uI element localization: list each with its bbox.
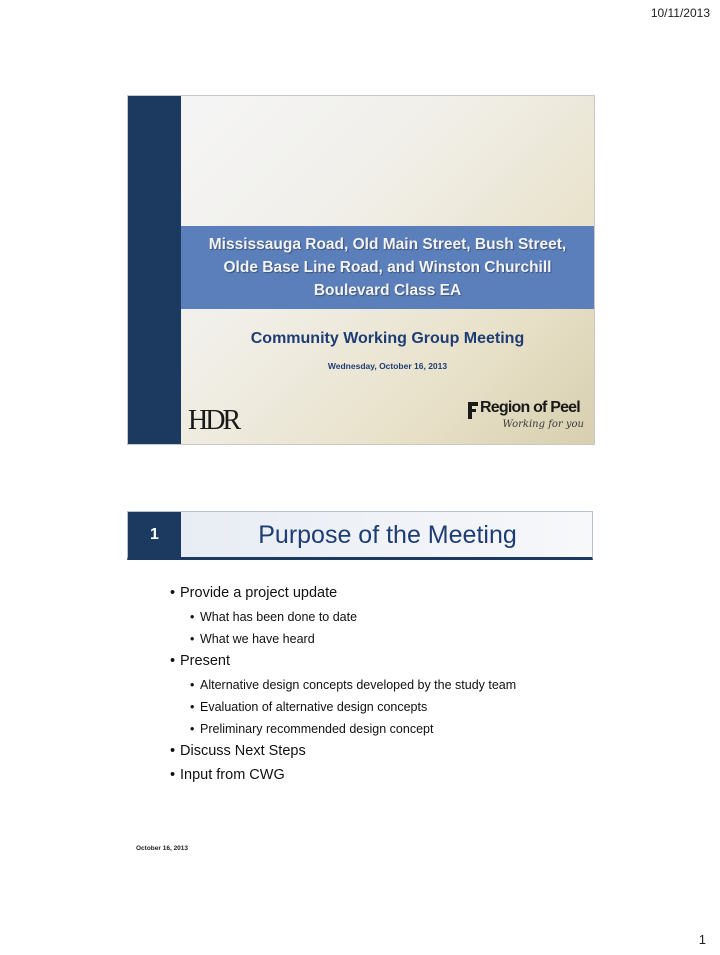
bullet-item: • Provide a project update: [170, 582, 600, 604]
sub-bullet-item: • Preliminary recommended design concept: [170, 718, 600, 740]
print-date: 10/11/2013: [650, 6, 710, 20]
region-of-peel-logo: [468, 399, 588, 435]
sub-bullet-item: • What has been done to date: [170, 606, 600, 628]
bullet-item: • Discuss Next Steps: [170, 740, 600, 762]
bullet-list: [170, 582, 600, 788]
hdr-logo: HDR: [188, 405, 239, 436]
sub-bullet-item: • Alternative design concepts developed by the study team: [170, 674, 600, 696]
slide-header: [127, 511, 593, 560]
peel-mark-icon: [468, 402, 478, 419]
peel-logo-tagline: Working for you: [502, 419, 584, 430]
bullet-item: • Present: [170, 650, 600, 672]
page-number: 1: [698, 932, 706, 947]
meeting-date: Wednesday, October 16, 2013: [327, 361, 448, 371]
title-slide: [127, 95, 595, 445]
sub-bullet-item: • Evaluation of alternative design concepts: [170, 696, 600, 718]
slide-title: Purpose of the Meeting: [258, 520, 517, 549]
title-band: [181, 226, 594, 309]
slide-number: 1: [128, 512, 181, 558]
bullet-item: • Input from CWG: [170, 764, 600, 786]
meeting-title: Community Working Group Meeting: [250, 330, 525, 347]
project-title: Mississauga Road, Old Main Street, Bush Street, Olde Base Line Road, and Winston Churchill Boulevard Class EA: [208, 236, 567, 299]
slide-footer-date: October 16, 2013: [136, 845, 189, 852]
peel-logo-name: Region of Peel: [480, 399, 580, 416]
slide-sidebar: [128, 96, 181, 444]
sub-bullet-item: • What we have heard: [170, 628, 600, 650]
